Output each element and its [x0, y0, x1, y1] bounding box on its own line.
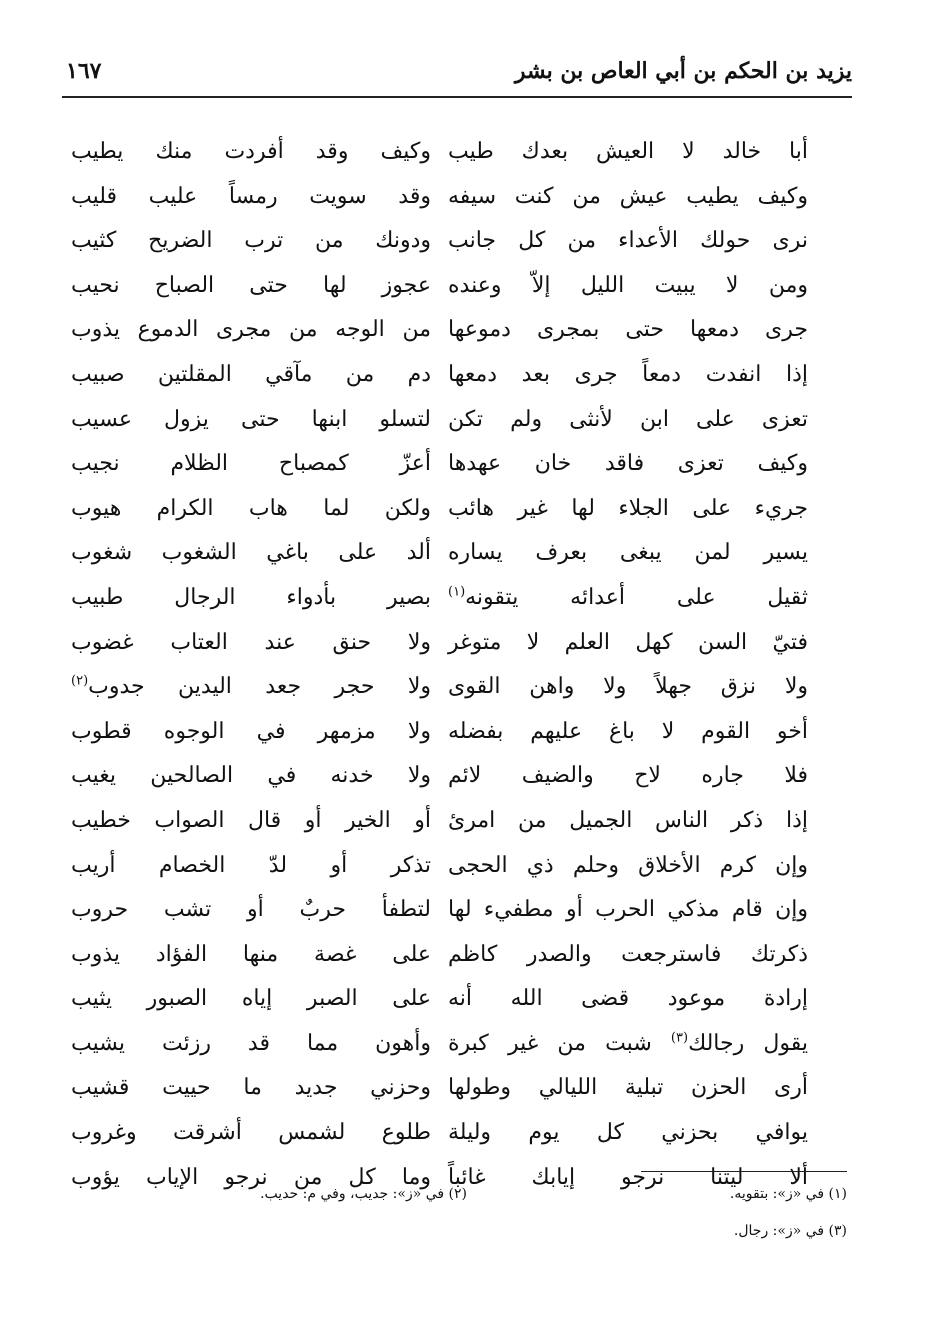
right-verse-line: [448, 1066, 808, 1111]
footnote-marker: (٣): [670, 1030, 689, 1046]
verse-text: أرى الحزن تبلية الليالي وطولها: [448, 1075, 808, 1101]
right-verse-line: [448, 1111, 808, 1156]
verse-text: جرى دمعها حتى بمجرى دموعها: [448, 317, 808, 343]
right-verse-line: [448, 219, 808, 264]
poem-left-column: [71, 130, 431, 1200]
verse-text: وقد سويت رمساً عليب قليب: [71, 183, 431, 209]
left-verse-line: [71, 130, 431, 175]
right-verse-line: [448, 754, 808, 799]
verse-text: فلا جاره لاح والضيف لائم: [448, 763, 808, 789]
verse-text: إذا ذكر الناس الجميل من امرئ: [448, 807, 808, 833]
header-rule: [62, 96, 852, 98]
left-verse-line: [71, 888, 431, 933]
left-verse-line: [71, 977, 431, 1022]
footnote-3: (٣) في «ز»: رجال.: [733, 1223, 847, 1239]
verse-text: وإن قام مذكي الحرب أو مطفيء لها: [448, 897, 808, 923]
left-verse-line: [71, 264, 431, 309]
footnote-rule: [641, 1171, 847, 1172]
verse-text: تعزى على ابن لأنثى ولم تكن: [448, 406, 808, 432]
verse-text: ثقيل على أعدائه يتقونه: [465, 584, 808, 610]
left-verse-line: [71, 799, 431, 844]
right-verse-line: [448, 1022, 808, 1067]
verse-text: إذا انفدت دمعاً جرى بعد دمعها: [448, 361, 808, 387]
verse-text: أبا خالد لا العيش بعدك طيب: [448, 139, 808, 164]
verse-text: نرى حولك الأعداء من كل جانب: [448, 228, 808, 254]
right-verse-line: [448, 487, 808, 532]
verse-text: ألد على باغي الشغوب شغوب: [71, 540, 431, 566]
left-verse-line: [71, 308, 431, 353]
right-verse-line: [448, 531, 808, 576]
verse-text: أخو القوم لا باغ عليهم بفضله: [448, 718, 808, 744]
left-verse-line: [71, 1066, 431, 1111]
right-verse-line: [448, 665, 808, 710]
verse-text: لتسلو ابنها حتى يزول عسيب: [71, 406, 431, 432]
right-verse-line: [448, 308, 808, 353]
right-verse-line: [448, 576, 808, 621]
verse-text: أعزّ كمصباح الظلام نجيب: [71, 451, 431, 477]
left-verse-line: [71, 621, 431, 666]
verse-text: طلوع لشمس أشرقت وغروب: [71, 1120, 431, 1146]
verse-text-continued: شبت من غير كبرة: [448, 1030, 671, 1056]
left-verse-line: [71, 576, 431, 621]
verse-text: وإن كرم الأخلاق وحلم ذي الحجى: [448, 852, 808, 878]
left-verse-line: [71, 1111, 431, 1156]
left-verse-line: [71, 754, 431, 799]
running-title: يزيد بن الحكم بن أبي العاص بن بشر: [514, 58, 852, 84]
left-verse-line: [71, 1022, 431, 1067]
left-verse-line: [71, 710, 431, 755]
left-verse-line: [71, 844, 431, 889]
verse-text: ودونك من ترب الضريح كثيب: [71, 228, 431, 254]
verse-text: لتطفأ حربٌ أو تشب حروب: [71, 897, 431, 923]
right-verse-line: [448, 130, 808, 175]
verse-text: ذكرتك فاسترجعت والصدر كاظم: [448, 941, 808, 967]
verse-text: ولكن لما هاب الكرام هيوب: [71, 495, 431, 521]
right-verse-line: [448, 888, 808, 933]
verse-text: على غصة منها الفؤاد يذوب: [71, 941, 431, 967]
left-verse-line: [71, 442, 431, 487]
verse-text: ولا نزق جهلاً ولا واهن القوى: [448, 674, 808, 700]
left-verse-line: [71, 353, 431, 398]
verse-text: ولا مزمهر في الوجوه قطوب: [71, 718, 431, 744]
right-verse-line: [448, 353, 808, 398]
right-verse-line: [448, 844, 808, 889]
verse-text: بصير بأدواء الرجال طبيب: [71, 584, 431, 610]
verse-text: على الصبر إياه الصبور يثيب: [71, 986, 431, 1012]
verse-text: وكيف تعزى فاقد خان عهدها: [448, 451, 808, 477]
right-verse-line: [448, 977, 808, 1022]
footnote-2: (٢) في «ز»: جديب، وفي م: حديب.: [260, 1186, 467, 1202]
verse-text: وحزني جديد ما حييت قشيب: [71, 1075, 431, 1101]
right-verse-line: [448, 175, 808, 220]
poem-right-column: [448, 130, 808, 1200]
right-verse-line: [448, 799, 808, 844]
verse-text: جريء على الجلاء لها غير هائب: [448, 495, 808, 521]
verse-text: وكيف وقد أفردت منك يطيب: [71, 139, 431, 164]
verse-text: عجوز لها حتى الصباح نحيب: [71, 272, 431, 298]
left-verse-line: [71, 933, 431, 978]
left-verse-line: [71, 175, 431, 220]
verse-text: ومن لا يبيت الليل إلاّ وعنده: [448, 272, 808, 298]
footnote-marker: (٢): [71, 673, 89, 689]
verse-text: ولا خدنه في الصالحين يغيب: [71, 763, 431, 789]
left-verse-line: [71, 531, 431, 576]
right-verse-line: [448, 442, 808, 487]
verse-text: إرادة موعود قضى الله أنه: [448, 986, 808, 1012]
page-header: [62, 58, 852, 92]
verse-text: ألا ليتنا نرجو إيابك غائباً: [448, 1164, 808, 1190]
left-verse-line: [71, 398, 431, 443]
verse-text: وكيف يطيب عيش من كنت سيفه: [448, 183, 808, 209]
verse-text: يقول رجالك: [688, 1030, 808, 1056]
verse-text: من الوجه من مجرى الدموع يذوب: [71, 317, 431, 343]
verse-text: فتيّ السن كهل العلم لا متوغر: [448, 629, 808, 655]
verse-text: دم من مآقي المقلتين صبيب: [71, 361, 431, 387]
right-verse-line: [448, 398, 808, 443]
verse-text: يسير لمن يبغى بعرف يساره: [448, 540, 808, 566]
right-verse-line: [448, 933, 808, 978]
verse-text: يوافي بحزني كل يوم وليلة: [448, 1120, 808, 1146]
verse-text: ولا حنق عند العتاب غضوب: [71, 629, 431, 655]
right-verse-line: [448, 621, 808, 666]
page-number: ١٦٧: [66, 58, 102, 84]
verse-text: تذكر أو لدّ الخصام أريب: [71, 852, 431, 878]
left-verse-line: [71, 219, 431, 264]
left-verse-line: [71, 665, 431, 710]
verse-text: ولا حجر جعد اليدين جدوب: [88, 674, 431, 700]
right-verse-line: [448, 710, 808, 755]
right-verse-line: [448, 264, 808, 309]
verse-text: وأهون مما قد رزئت يشيب: [71, 1030, 431, 1056]
verse-text: أو الخير أو قال الصواب خطيب: [71, 807, 431, 833]
footnote-1: (١) في «ز»: بتقويه.: [729, 1186, 847, 1202]
left-verse-line: [71, 487, 431, 532]
footnote-marker: (١): [448, 584, 466, 600]
verse-text: وما كل من نرجو الإياب يؤوب: [71, 1164, 431, 1190]
